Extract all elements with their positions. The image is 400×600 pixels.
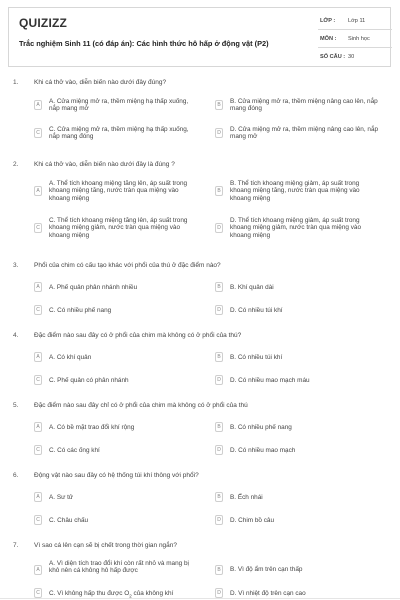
option-text: C. Có các ống khí: [49, 447, 100, 454]
option-text: D. Có nhiều túi khí: [230, 307, 283, 314]
question-text: Khi cá thở vào, diễn biến nào dưới đây đúng?: [34, 79, 167, 86]
brand-logo: QUIZIZZ: [19, 16, 68, 30]
option-text: A. Vì diện tích trao đổi khí còn rất nhỏ và mang bị khô nên cá không hô hấp được: [49, 560, 189, 575]
option-letter-box: C: [34, 588, 42, 598]
meta-label: SỐ CÂU :: [320, 54, 346, 60]
option-text: B. Có nhiều phế nang: [230, 424, 292, 431]
option-letter-box: D: [215, 515, 223, 525]
meta-value: 30: [348, 54, 355, 60]
option-letter-box: D: [215, 223, 223, 233]
meta-row-subject: [318, 30, 392, 48]
option-letter-box: B: [215, 186, 223, 196]
question-number: 3.: [13, 262, 19, 269]
option-text: C. Cửa miệng mở ra, thềm miệng hạ thấp xuống, nắp mang đóng: [49, 126, 189, 141]
option-text: C. Châu chấu: [49, 517, 89, 524]
option-letter-box: D: [215, 588, 223, 598]
meta-label: LỚP :: [320, 18, 336, 24]
option-letter-box: D: [215, 305, 223, 315]
option-letter-box: A: [34, 422, 42, 432]
option-text: D. Cửa miệng mở ra, thềm miệng nâng cao lên, nắp mang mở: [230, 126, 379, 141]
option-letter-box: A: [34, 352, 42, 362]
option-text: B. Khí quản dài: [230, 284, 274, 291]
option-text: D. Thể tích khoang miệng giảm, áp suất trong khoang miệng giảm, nước tràn qua miệng vào khoang miệng: [230, 217, 362, 239]
subscript-two: 2: [129, 593, 132, 599]
question-number: 5.: [13, 402, 19, 409]
option-text: D. Có nhiều mao mạch máu: [230, 377, 310, 384]
option-letter-box: C: [34, 223, 42, 233]
meta-panel: [318, 12, 392, 65]
option-text: B. Ếch nhái: [230, 494, 263, 501]
option-text: B. Thể tích khoang miệng giảm, áp suất trong khoang miệng tăng, nước tràn qua miệng vào khoang miệng: [230, 180, 360, 202]
question-number: 4.: [13, 332, 19, 339]
question-text: Phổi của chim có cấu tạo khác với phổi của thú ở đặc điểm nào?: [34, 262, 221, 269]
option-text: B. Cửa miệng mở ra, thềm miệng nâng cao lên, nắp mang đóng: [230, 98, 378, 113]
option-letter-box: A: [34, 492, 42, 502]
question-text: Vì sao cá lên cạn sẽ bị chết trong thời gian ngắn?: [34, 542, 178, 549]
worksheet-header: [8, 7, 391, 67]
option-text: A. Phế quản phân nhánh nhiều: [49, 284, 138, 291]
option-letter-box: C: [34, 445, 42, 455]
option-letter-box: A: [34, 186, 42, 196]
option-letter-box: C: [34, 515, 42, 525]
question-number: 6.: [13, 472, 19, 479]
option-text: C. Thể tích khoang miệng tăng lên, áp suất trong khoang miệng giảm, nước tràn qua miệng vào khoang miệng: [49, 217, 188, 239]
option-text: D. Có nhiều mao mạch: [230, 447, 296, 454]
meta-label: MÔN :: [320, 36, 337, 42]
meta-value: Lớp 11: [348, 18, 366, 24]
option-text: A. Có khí quản: [49, 354, 92, 361]
option-letter-box: D: [215, 128, 223, 138]
question-text: Động vật nào sau đây có hệ thống túi khí thông với phổi?: [34, 472, 199, 479]
question-number: 7.: [13, 542, 19, 549]
option-text: A. Thể tích khoang miệng tăng lên, áp suất trong khoang miệng tăng, nước tràn qua miệng vào khoang miệng: [49, 180, 188, 202]
option-letter-box: C: [34, 128, 42, 138]
question-number: 2.: [13, 161, 19, 168]
meta-value: Sinh học: [348, 36, 370, 42]
option-text: D. Vì nhiệt độ trên cạn cao: [230, 590, 306, 597]
option-text: B. Vì độ ẩm trên cạn thấp: [230, 566, 303, 573]
option-letter-box: B: [215, 422, 223, 432]
option-letter-box: D: [215, 445, 223, 455]
option-text: A. Có bề mặt trao đổi khí rộng: [49, 424, 135, 431]
option-letter-box: A: [34, 282, 42, 292]
meta-row-count: [318, 48, 392, 65]
option-letter-box: A: [34, 100, 42, 110]
meta-row-class: [318, 12, 392, 30]
option-letter-box: A: [34, 565, 42, 575]
option-letter-box: B: [215, 492, 223, 502]
option-text-main: C. Vì không hấp thu được O: [49, 590, 130, 597]
option-letter-box: B: [215, 100, 223, 110]
option-letter-box: B: [215, 282, 223, 292]
question-text: Đặc điểm nào sau đây có ở phổi của chim mà không có ở phổi của thú?: [34, 332, 242, 339]
option-text: A. Sư tử: [49, 494, 74, 501]
option-letter-box: C: [34, 305, 42, 315]
option-letter-box: B: [215, 565, 223, 575]
page-bottom-divider: [0, 598, 400, 599]
question-text: Khi cá thở vào, diễn biến nào dưới đây là đúng ?: [34, 161, 175, 168]
option-text: B. Có nhiều túi khí: [230, 354, 283, 361]
option-text: A. Cửa miệng mở ra, thềm miệng hạ thấp xuống, nắp mang mở: [49, 98, 189, 113]
question-number: 1.: [13, 79, 19, 86]
worksheet-title: Trắc nghiệm Sinh 11 (có đáp án): Các hình thức hô hấp ở động vật (P2): [19, 39, 269, 48]
option-letter-box: C: [34, 375, 42, 385]
question-text: Đặc điểm nào sau đây chỉ có ở phổi của chim mà không có ở phổi của thú: [34, 402, 248, 409]
option-letter-box: B: [215, 352, 223, 362]
option-letter-box: D: [215, 375, 223, 385]
option-text: D. Chim bồ câu: [230, 517, 275, 524]
option-text: C. Phế quản có phân nhánh: [49, 377, 129, 384]
option-text: C. Có nhiều phế nang: [49, 307, 112, 314]
option-text-tail: của không khí: [131, 590, 174, 597]
